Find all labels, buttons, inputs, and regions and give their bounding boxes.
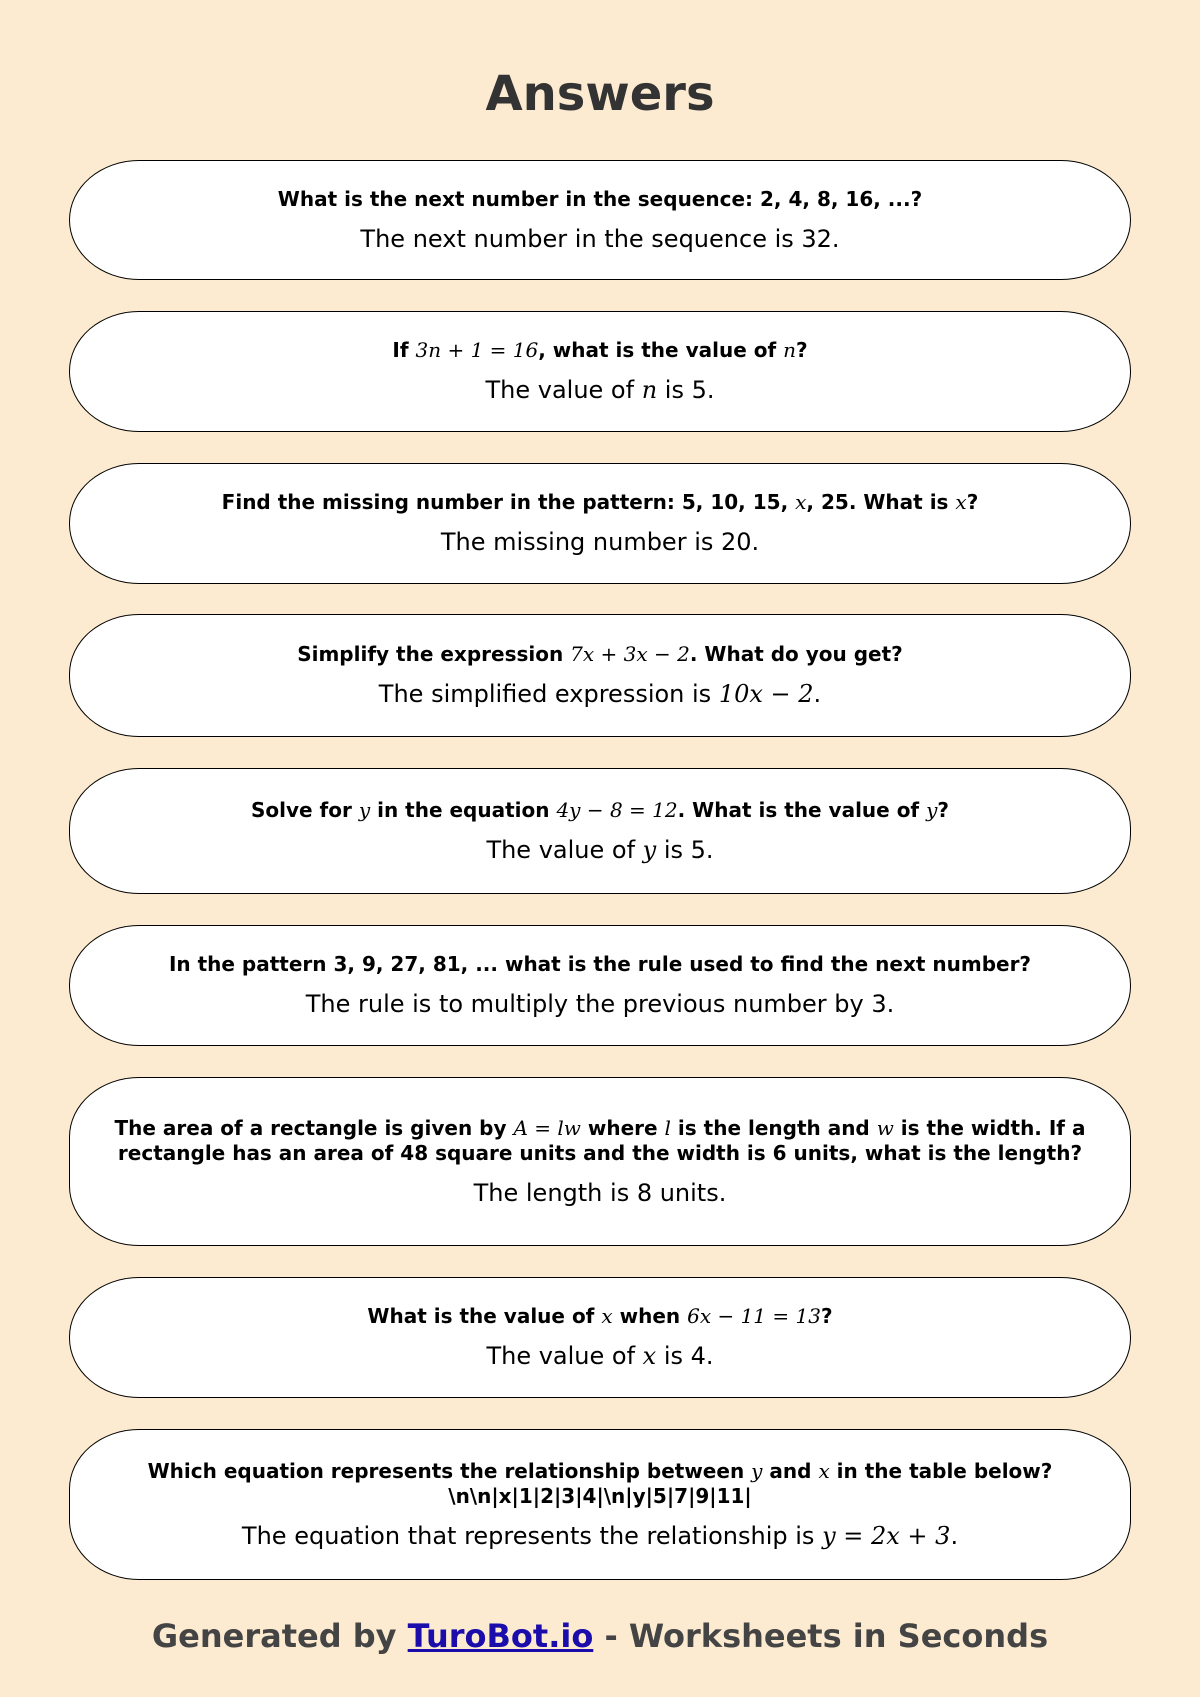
question-text-part: , 25. What is — [806, 490, 956, 514]
math-expression: x — [795, 490, 807, 514]
question-text — [222, 490, 979, 515]
answer-text-part: The value of — [486, 835, 643, 864]
question-text-part: ? — [937, 797, 950, 822]
question-text — [251, 798, 949, 823]
question-text-part: ? — [796, 338, 808, 362]
answer-text: The rule is to multiply the previous number by 3. — [305, 990, 895, 1018]
math-expression: 7x + 3x − 2 — [570, 642, 690, 666]
question-text-part: Simplify the expression — [297, 642, 571, 666]
answer-text-part: is 5. — [657, 376, 715, 404]
question-text-part: The area of a rectangle is given by — [114, 1115, 514, 1140]
answer-text: The length is 8 units. — [473, 1178, 727, 1207]
question-text-part: If — [392, 338, 416, 362]
answer-text-part: The equation that represents the relationship is — [241, 1521, 823, 1550]
math-expression: 10x − 2 — [718, 680, 814, 708]
answer-text — [485, 375, 714, 405]
question-text-part: Find the missing number in the pattern: 5, 10, 15, — [221, 490, 796, 514]
answer-card — [69, 1277, 1131, 1398]
answer-card — [69, 925, 1131, 1046]
question-text-part: in the equation — [370, 797, 557, 822]
math-expression: y = 2x + 3 — [822, 1521, 951, 1550]
answer-card — [69, 160, 1131, 280]
question-text-part: . What do you get? — [689, 642, 903, 666]
answer-card — [69, 463, 1131, 584]
answer-text-part: is 4. — [656, 1342, 714, 1370]
question-text-part: is the length and — [670, 1115, 877, 1140]
turobot-link[interactable]: TuroBot.io — [407, 1617, 594, 1655]
question-text-part: ? — [820, 1304, 833, 1328]
answer-text-part: is 5. — [656, 835, 714, 864]
answer-card — [69, 768, 1131, 894]
math-expression: 3n + 1 = 16 — [415, 338, 539, 362]
answer-text — [486, 835, 713, 865]
question-text — [90, 1459, 1110, 1509]
question-text-part: Solve for — [250, 797, 359, 822]
question-text-part: , what is the value of — [538, 338, 784, 362]
answer-text-part: The value of — [485, 376, 642, 404]
question-text — [90, 1116, 1110, 1166]
answer-text-part: . — [813, 680, 822, 708]
math-expression: w — [876, 1115, 894, 1140]
math-expression: n — [783, 338, 797, 362]
math-expression: y — [751, 1458, 763, 1483]
math-expression: y — [926, 797, 938, 822]
answer-card — [69, 311, 1131, 432]
math-expression: x — [955, 490, 967, 514]
answer-text — [486, 1341, 713, 1371]
question-text — [297, 642, 903, 667]
question-text-part: where — [580, 1115, 665, 1140]
footer-suffix: - Worksheets in Seconds — [593, 1617, 1049, 1655]
math-expression: x — [601, 1304, 613, 1328]
answer-text — [379, 679, 821, 709]
math-expression: 4y − 8 = 12 — [556, 797, 678, 822]
footer — [0, 1617, 1200, 1655]
question-text-part: What is the value of — [367, 1304, 602, 1328]
math-expression: l — [664, 1115, 671, 1140]
math-expression: x — [642, 1342, 657, 1370]
math-expression: y — [358, 797, 371, 822]
question-text: In the pattern 3, 9, 27, 81, ... what is the rule used to find the next number? — [168, 952, 1032, 976]
question-text-part: ? — [966, 490, 979, 514]
answer-text-part: The simplified expression is — [378, 680, 719, 708]
question-text-part: in the table below?\n\n|x|1|2|3|4|\n|y|5|7|9|11| — [448, 1458, 1053, 1508]
answer-card — [69, 614, 1131, 737]
question-text-part: Which equation represents the relationship between — [147, 1458, 752, 1483]
answer-text-part: . — [950, 1521, 959, 1550]
answer-text — [242, 1521, 958, 1551]
page-title: Answers — [485, 66, 715, 122]
question-text — [367, 1304, 832, 1329]
math-expression: x — [818, 1458, 830, 1483]
answer-text-part: The value of — [486, 1342, 643, 1370]
math-expression: y — [642, 835, 657, 864]
math-expression: n — [641, 376, 658, 404]
answer-text: The missing number is 20. — [440, 528, 760, 556]
question-text-part: . What is the value of — [677, 797, 927, 822]
question-text — [392, 338, 807, 363]
question-text-part: and — [762, 1458, 819, 1483]
math-expression: 6x − 11 = 13 — [687, 1304, 821, 1328]
question-text-part: when — [612, 1304, 688, 1328]
answer-text: The next number in the sequence is 32. — [360, 224, 840, 253]
footer-prefix: Generated by — [151, 1617, 408, 1655]
answer-card — [69, 1429, 1131, 1580]
answer-card — [69, 1077, 1131, 1246]
question-text: What is the next number in the sequence: 2, 4, 8, 16, ...? — [277, 186, 923, 211]
math-expression: A = lw — [513, 1115, 581, 1140]
question-text-part: is the width. If a rectangle has an area of 48 square units and the width is 6 units, what is the length? — [117, 1115, 1086, 1165]
